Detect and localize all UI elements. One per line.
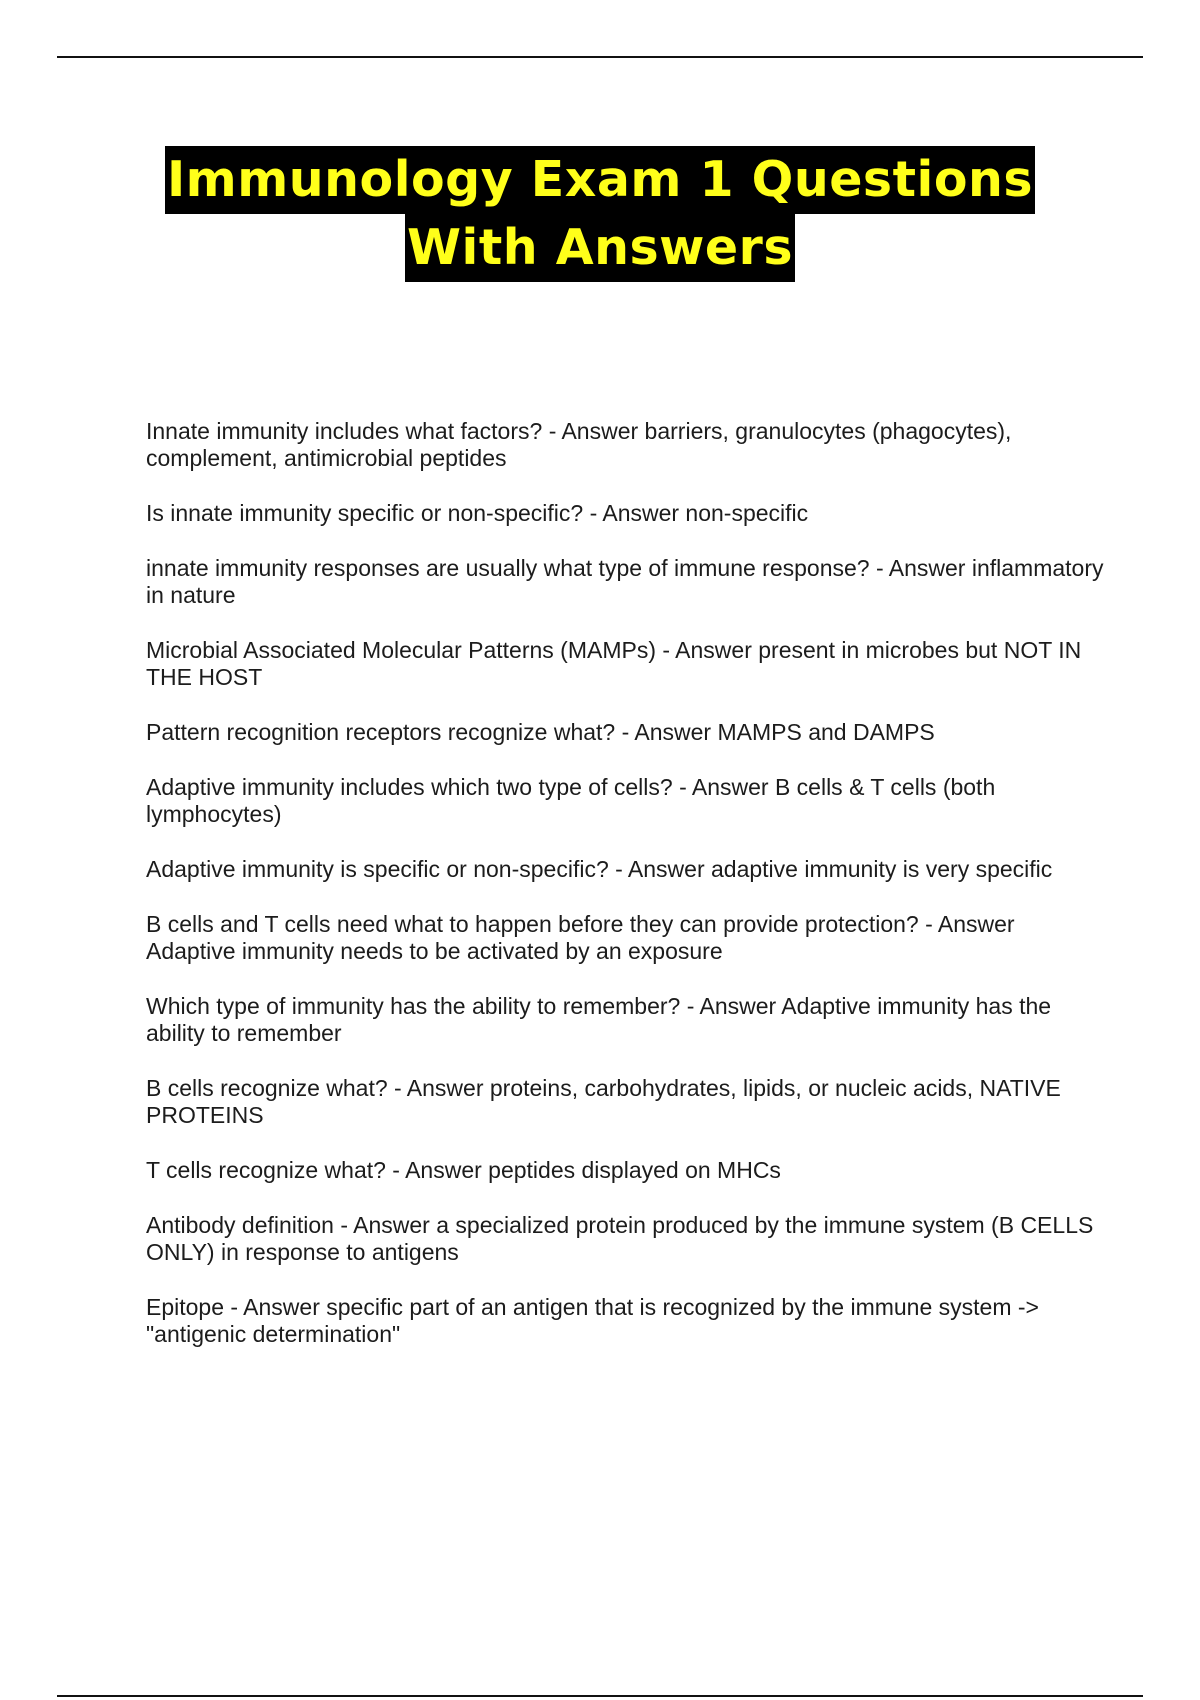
qa-item: Adaptive immunity is specific or non-specific? - Answer adaptive immunity is very specific	[146, 856, 1053, 882]
top-rule	[57, 56, 1143, 58]
qa-item: Adaptive immunity includes which two type of cells? - Answer B cells & T cells (both lymphocytes)	[146, 774, 996, 827]
qa-item: Antibody definition - Answer a specialized protein produced by the immune system (B CELLS ONLY) in response to antigens	[146, 1212, 1094, 1265]
title-line-1: Immunology Exam 1 Questions	[165, 146, 1035, 214]
qa-item: innate immunity responses are usually what type of immune response? - Answer inflammatory in nature	[146, 555, 1104, 608]
qa-item: B cells recognize what? - Answer proteins, carbohydrates, lipids, or nucleic acids, NATIVE PROTEINS	[146, 1075, 1061, 1128]
document-title	[0, 146, 1200, 282]
qa-item: Which type of immunity has the ability to remember? - Answer Adaptive immunity has the ability to remember	[146, 993, 1052, 1046]
qa-item: B cells and T cells need what to happen before they can provide protection? - Answer Adaptive immunity needs to be activated by an exposure	[146, 911, 1015, 964]
title-line-2: With Answers	[405, 214, 795, 282]
qa-item: Epitope - Answer specific part of an antigen that is recognized by the immune system -> "antigenic determination"	[146, 1294, 1039, 1347]
qa-item: Is innate immunity specific or non-specific? - Answer non-specific	[146, 500, 809, 526]
qa-item: Pattern recognition receptors recognize what? - Answer MAMPS and DAMPS	[146, 719, 935, 745]
bottom-rule	[57, 1695, 1143, 1697]
qa-item: Innate immunity includes what factors? - Answer barriers, granulocytes (phagocytes), complement, antimicrobial peptides	[146, 418, 1012, 471]
qa-list	[146, 418, 1106, 1376]
qa-item: Microbial Associated Molecular Patterns (MAMPs) - Answer present in microbes but NOT IN THE HOST	[146, 637, 1082, 690]
qa-item: T cells recognize what? - Answer peptides displayed on MHCs	[146, 1157, 781, 1183]
